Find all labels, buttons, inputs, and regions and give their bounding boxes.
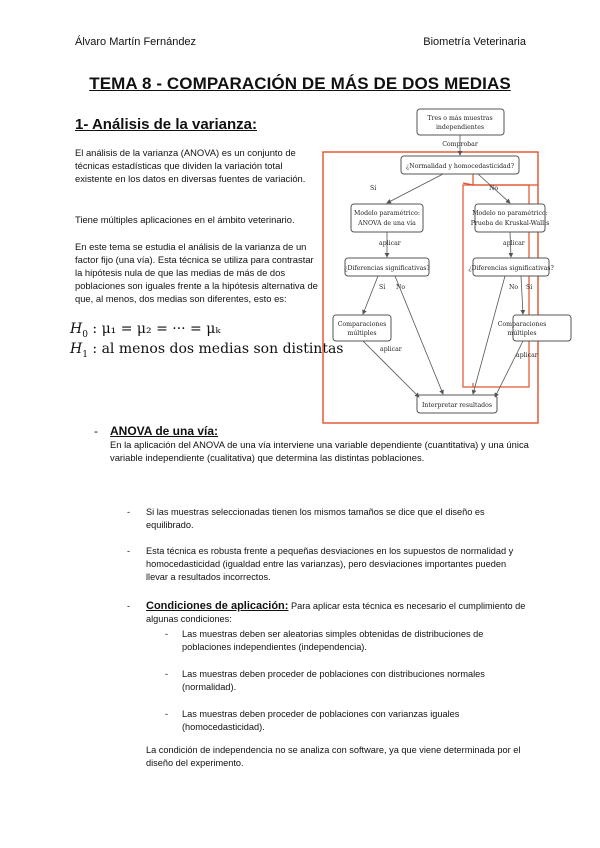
svg-text:múltiples: múltiples bbox=[507, 330, 537, 337]
box-result bbox=[417, 395, 497, 413]
svg-text:No: No bbox=[509, 284, 519, 291]
paragraph-hypothesis: En este tema se estudia el análisis de la varianza de un factor fijo (una vía). Esta técnica se utiliza para contrastar la hipótesis nula de que las medias de más de dos poblaciones son iguales frente a la hipótesis alternativa de que, al menos, dos medias son diferentes, esto es: bbox=[75, 241, 318, 304]
no-label: No bbox=[489, 185, 499, 192]
conditions-heading: Condiciones de aplicación: bbox=[146, 600, 289, 612]
box-param bbox=[351, 204, 423, 232]
null-hypothesis: $H_0$ : μ₁ = μ₂ = ··· = μₖ bbox=[70, 321, 221, 340]
section-heading: 1- Análisis de la varianza: bbox=[75, 116, 258, 133]
svg-text:Comparaciones: Comparaciones bbox=[497, 321, 547, 328]
paragraph-applications: Tiene múltiples aplicaciones en el ámbito veterinario. bbox=[75, 214, 295, 225]
svg-text:¿Diferencias significativas?: ¿Diferencias significativas? bbox=[344, 265, 430, 272]
svg-text:Comparaciones: Comparaciones bbox=[337, 321, 387, 328]
svg-text:Sí: Sí bbox=[379, 284, 386, 291]
apply-label-1: aplicar bbox=[379, 240, 401, 247]
start-label-2: independientes bbox=[435, 124, 485, 131]
box-diff-left bbox=[344, 258, 430, 276]
apply-label-3: aplicar bbox=[380, 346, 402, 353]
box-start bbox=[417, 109, 504, 135]
svg-text:ANOVA de una vía: ANOVA de una vía bbox=[358, 220, 416, 227]
box-diff-right bbox=[468, 258, 554, 276]
paragraph-anova-definition: El análisis de la varianza (ANOVA) es un conjunto de técnicas estadísticas que dividen la variación total existente en los datos en diversas fuentes de variación. bbox=[75, 147, 306, 184]
svg-text:Sí: Sí bbox=[526, 284, 533, 291]
header-author: Álvaro Martín Fernández bbox=[75, 36, 197, 48]
apply-label-2: aplicar bbox=[503, 240, 525, 247]
list-dash: - bbox=[94, 424, 98, 438]
svg-text:No: No bbox=[396, 284, 406, 291]
header-subject: Biometría Veterinaria bbox=[423, 36, 526, 48]
yes-label: Sí bbox=[370, 185, 377, 192]
svg-text:¿Diferencias significativas?: ¿Diferencias significativas? bbox=[468, 265, 554, 272]
anova-heading-label: ANOVA de una vía: bbox=[110, 424, 219, 438]
svg-text:Modelo no paramétrico:: Modelo no paramétrico: bbox=[472, 210, 548, 217]
result-label: Interpretar resultados bbox=[421, 402, 493, 409]
box-multi-right bbox=[498, 315, 571, 341]
svg-text:Prueba de Kruskal-Wallis: Prueba de Kruskal-Wallis bbox=[470, 220, 550, 227]
anova-flowchart bbox=[323, 105, 554, 423]
svg-text:múltiples: múltiples bbox=[347, 330, 377, 337]
box-nonparam bbox=[471, 204, 550, 232]
apply-label-4: aplicar bbox=[516, 352, 538, 359]
svg-text:Modelo paramétrico:: Modelo paramétrico: bbox=[354, 210, 420, 217]
box-multi-left bbox=[333, 315, 391, 341]
check-label: ¿Normalidad y homocedasticidad? bbox=[405, 163, 515, 170]
box-check bbox=[401, 156, 519, 174]
red-frame bbox=[323, 152, 538, 423]
page-title: TEMA 8 - COMPARACIÓN DE MÁS DE DOS MEDIAS bbox=[89, 74, 511, 93]
anova-intro: En la aplicación del ANOVA de una vía interviene una variable dependiente (cuantitativa) y una única variable independiente (cualitativa) que determina las distintas poblaciones. bbox=[110, 439, 529, 463]
independence-note: La condición de independencia no se analiza con software, ya que viene determinada por el diseño del experimento. bbox=[146, 745, 521, 768]
start-label: Tres o más muestras bbox=[427, 115, 493, 122]
alternative-hypothesis: $H_1$ : al menos dos medias son distintas bbox=[70, 341, 344, 360]
compare-label: Comprobar bbox=[442, 141, 478, 148]
